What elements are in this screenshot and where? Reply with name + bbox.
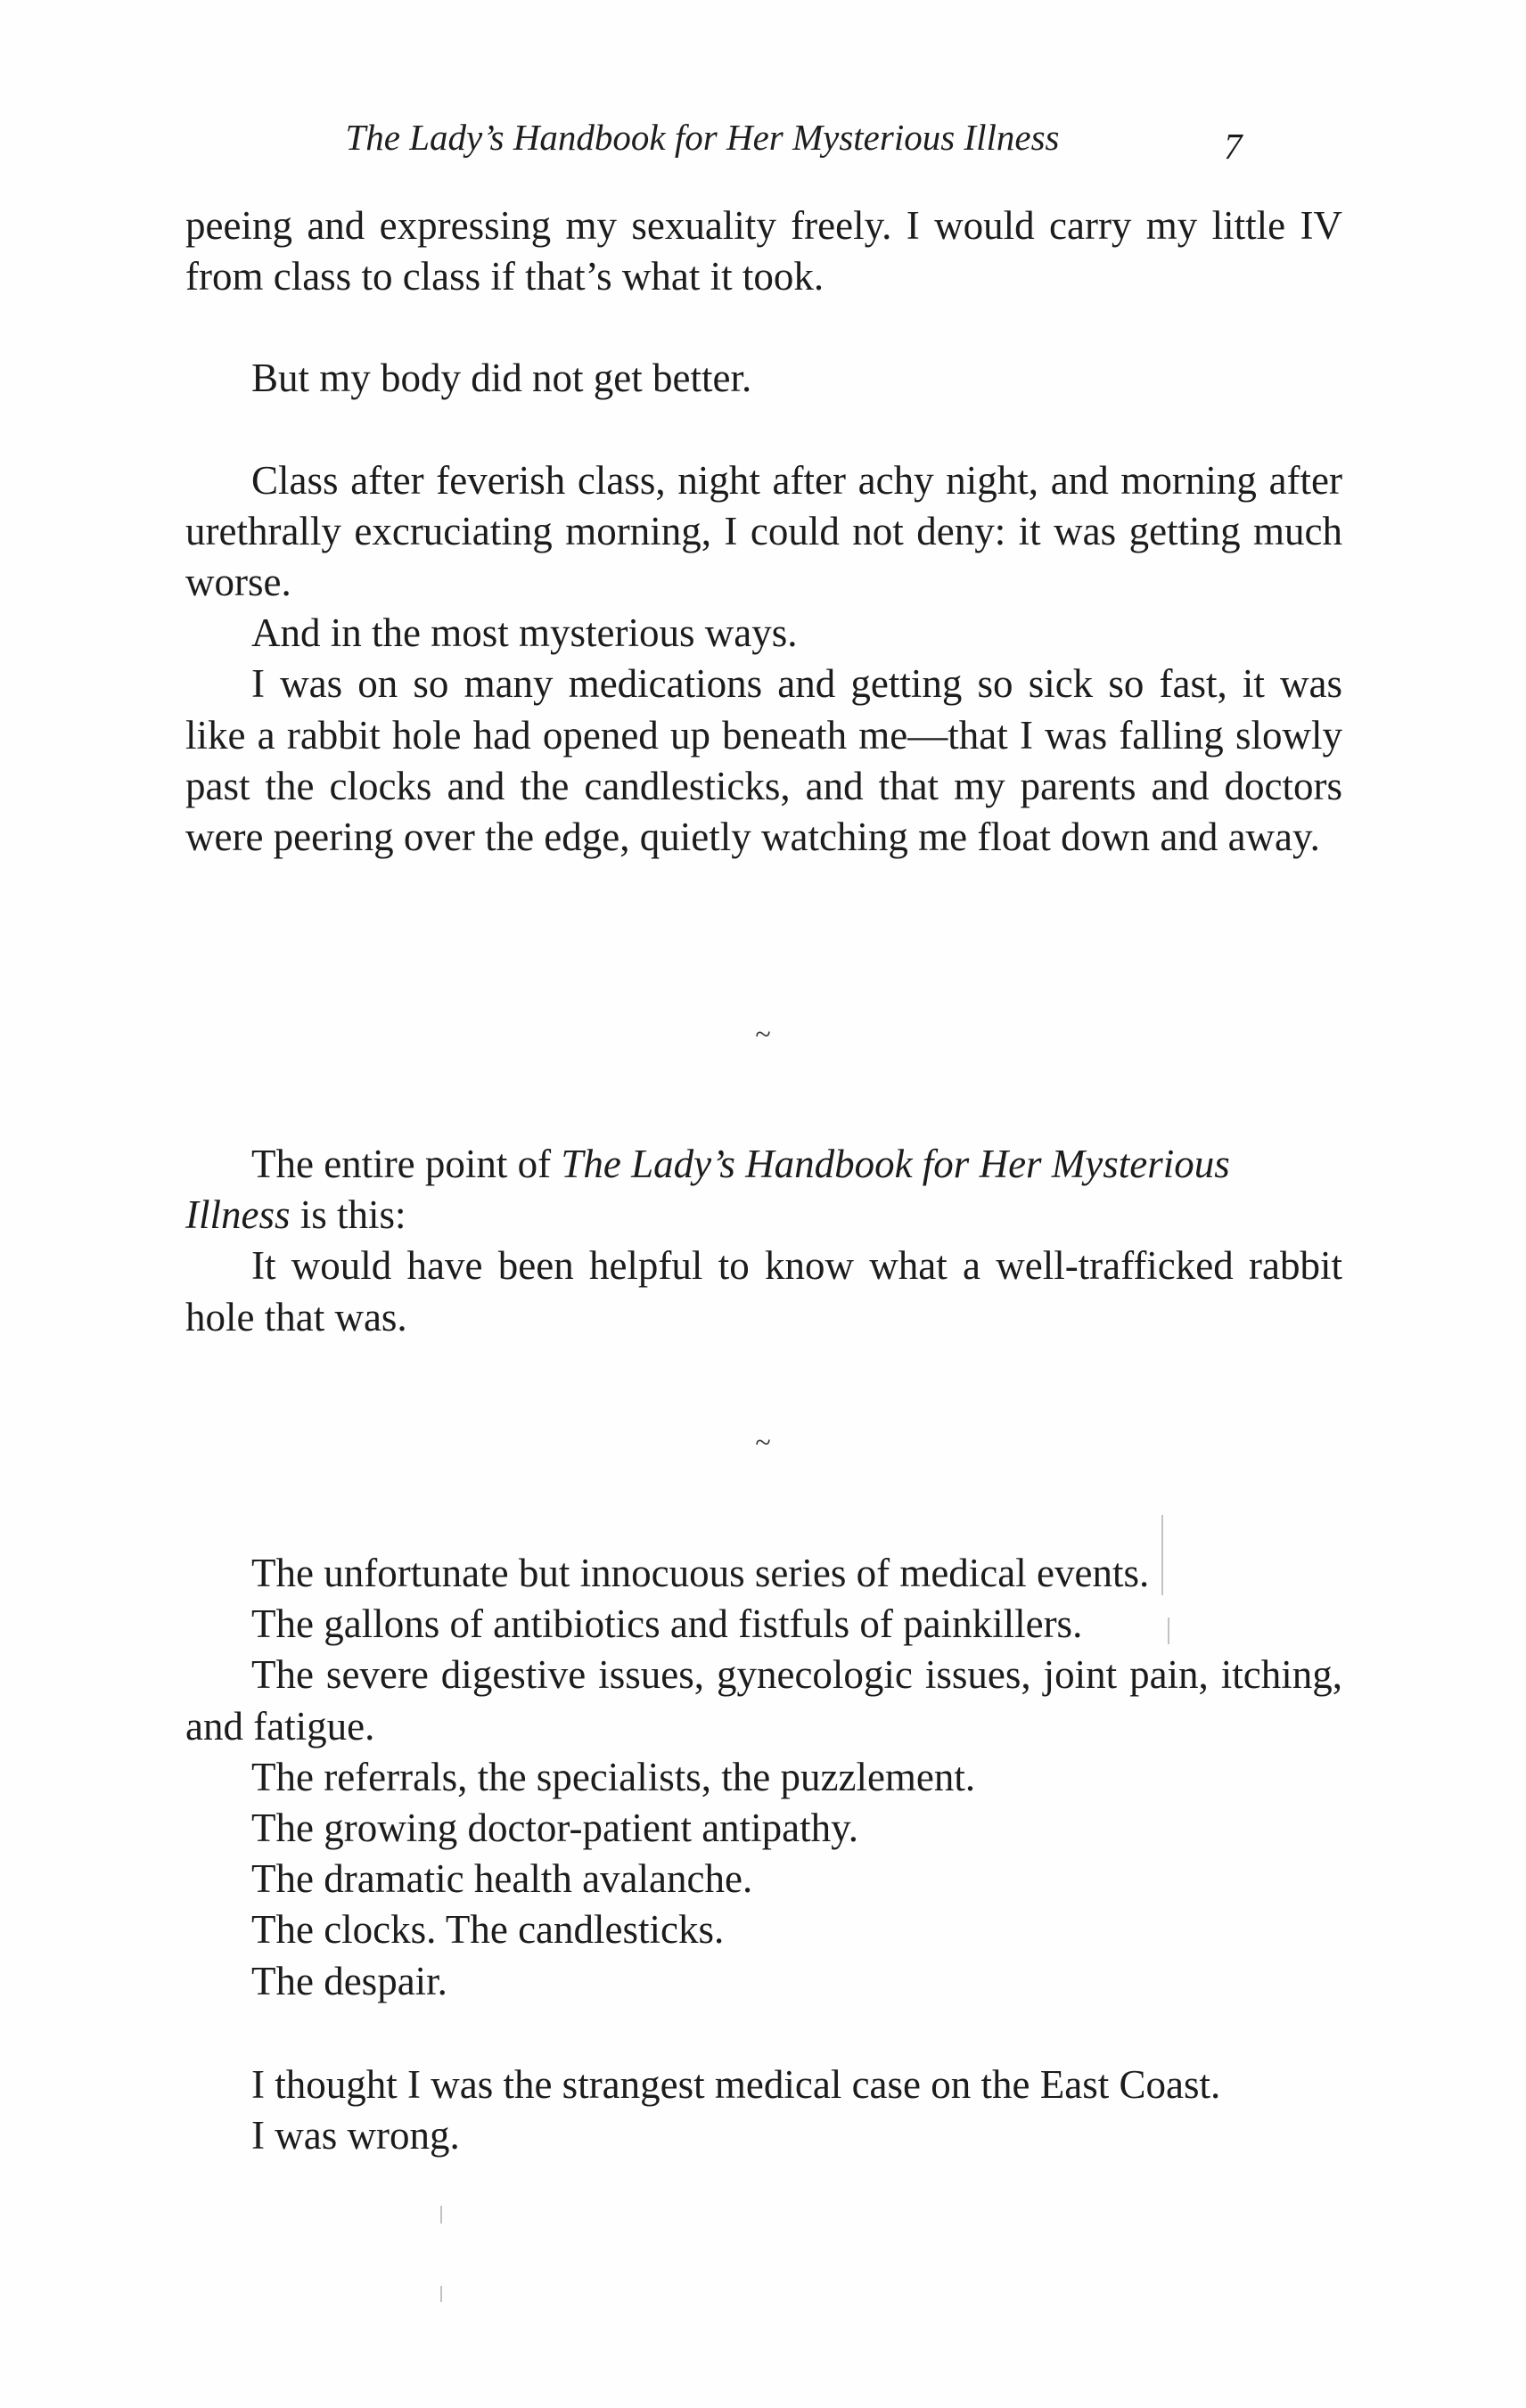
section-break-ornament-2: ~ [755,1426,771,1458]
entire-point-suffix: is this: [290,1192,406,1238]
list-line-2: The gallons of antibiotics and fistfuls of painkillers. [251,1601,1083,1647]
paragraph-strangest-case: I thought I was the strangest medical case on the East Coast. [251,2062,1221,2107]
paragraph-body-not-better: But my body did not get better. [251,356,752,401]
paragraph-entire-point [185,1139,1342,1241]
section-1 [185,201,1342,863]
list-line-1: The unfortunate but innocuous series of medical events. [251,1551,1150,1595]
paragraph-well-trafficked: It would have been helpful to know what a well-trafficked rabbit hole that was. [185,1243,1342,1339]
section-2 [185,1139,1342,1343]
scan-speck [1161,1515,1163,1595]
section-4 [185,2060,1342,2161]
book-title-italic: The Lady’s Handbook for Her Mysterious Illness [185,1142,1230,1238]
running-title: The Lady’s Handbook for Her Mysterious Illness [345,117,1060,158]
paragraph-rabbit-hole: I was on so many medications and getting so sick so fast, it was like a rabbit hole had opened up beneath me—that I was falling slowly past the clocks and the candlesticks, and that my parents and doctors were peering over the edge, quietly watching me float down and away. [185,661,1342,860]
section-break-ornament: ~ [755,1018,771,1050]
paragraph-mysterious-ways: And in the most mysterious ways. [251,610,798,656]
paragraph-class-after-class: Class after feverish class, night after achy night, and morning after urethrally excruciating morning, I could not deny: it was getting much worse. [185,457,1342,605]
list-line-7: The clocks. The candlesticks. [251,1907,725,1953]
paragraph-continuation: peeing and expressing my sexuality freely. I would carry my little IV from class to class if that’s what it took. [185,203,1342,299]
paragraph-i-was-wrong: I was wrong. [251,2113,460,2158]
list-line-3: The severe digestive issues, gynecologic issues, joint pain, itching, and fatigue. [185,1652,1342,1749]
scan-speck [440,2286,442,2302]
scan-speck [440,2206,442,2224]
scan-speck [1168,1618,1169,1644]
list-line-5: The growing doctor-patient antipathy. [251,1806,858,1851]
list-line-8: The despair. [251,1958,447,2003]
list-line-4: The referrals, the specialists, the puzzlement. [251,1754,976,1799]
running-head [185,111,1344,167]
page-number: 7 [1224,126,1243,167]
list-line-6: The dramatic health avalanche. [251,1856,753,1902]
entire-point-prefix: The entire point of [251,1142,562,1186]
